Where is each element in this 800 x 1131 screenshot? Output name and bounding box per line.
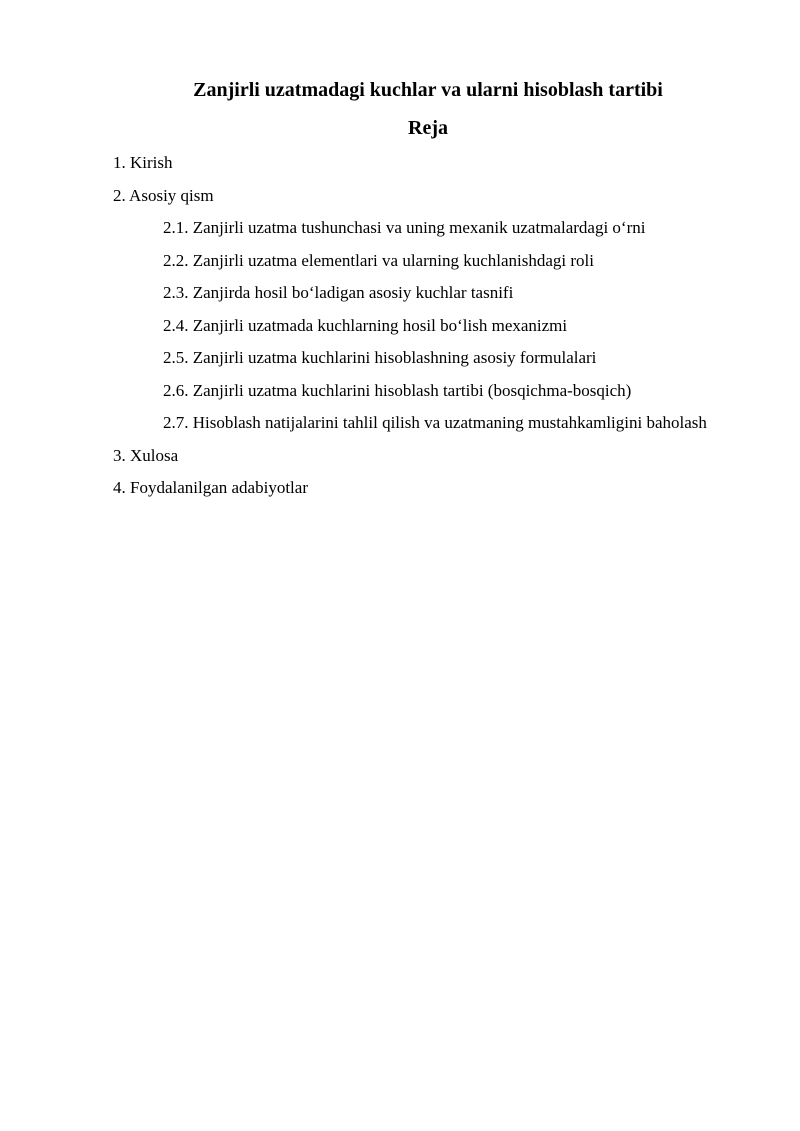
outline-item-references: 4. Foydalanilgan adabiyotlar <box>113 478 308 497</box>
outline-subitem-2-1: 2.1. Zanjirli uzatma tushunchasi va uning mexanik uzatmalardagi o‘rni <box>163 218 646 237</box>
document-title: Zanjirli uzatmadagi kuchlar va ularni hisoblash tartibi <box>193 79 663 101</box>
outline-list <box>113 147 743 505</box>
plan-heading: Reja <box>408 117 448 139</box>
outline-subitem-2-6: 2.6. Zanjirli uzatma kuchlarini hisoblash tartibi (bosqichma-bosqich) <box>163 380 632 400</box>
outline-subitem-2-5: 2.5. Zanjirli uzatma kuchlarini hisoblashning asosiy formulalari <box>163 348 597 367</box>
outline-subitem-2-4: 2.4. Zanjirli uzatmada kuchlarning hosil bo‘lish mexanizmi <box>163 315 568 335</box>
outline-item-introduction: 1. Kirish <box>113 153 173 172</box>
outline-subitem-2-3: 2.3. Zanjirda hosil bo‘ladigan asosiy kuchlar tasnifi <box>163 283 514 302</box>
outline-subitem-2-2: 2.2. Zanjirli uzatma elementlari va ularning kuchlanishdagi roli <box>163 250 595 270</box>
outline-subitem-2-7: 2.7. Hisoblash natijalarini tahlil qilish va uzatmaning mustahkamligini baholash <box>163 413 707 432</box>
outline-item-conclusion: 3. Xulosa <box>113 445 179 465</box>
outline-item-main-part: 2. Asosiy qism <box>113 185 214 205</box>
